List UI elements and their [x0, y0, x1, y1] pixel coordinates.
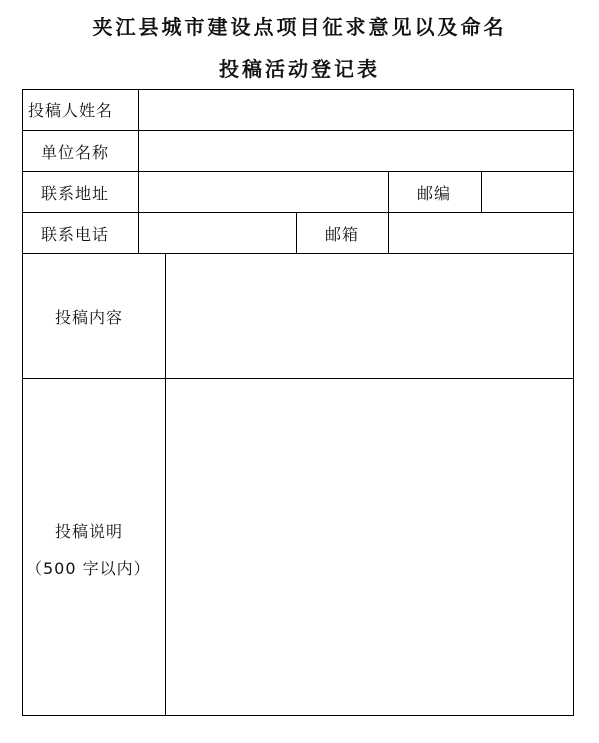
table-border-bottom — [22, 715, 574, 716]
row-divider — [22, 212, 574, 213]
row-divider — [22, 378, 574, 379]
submitter-name-label: 投稿人姓名 — [28, 101, 114, 120]
email-label: 邮箱 — [325, 225, 360, 244]
address-input[interactable] — [140, 173, 387, 211]
table-border-top — [22, 89, 574, 90]
phone-input[interactable] — [140, 214, 295, 252]
postcode-label: 邮编 — [417, 184, 452, 203]
email-input[interactable] — [390, 214, 572, 252]
address-label: 联系地址 — [41, 184, 110, 203]
row-divider — [22, 130, 574, 131]
content-label: 投稿内容 — [55, 308, 124, 327]
row-divider — [22, 171, 574, 172]
postcode-input[interactable] — [483, 173, 572, 211]
form-title-line-2: 投稿活动登记表 — [219, 57, 380, 81]
table-border-left — [22, 89, 23, 716]
form-title-line-1: 夹江县城市建设点项目征求意见以及命名 — [92, 15, 507, 39]
column-divider — [481, 171, 482, 213]
phone-label: 联系电话 — [41, 225, 110, 244]
column-divider — [296, 212, 297, 254]
column-divider — [165, 253, 166, 716]
content-textarea[interactable] — [167, 255, 572, 377]
description-label: 投稿说明 — [55, 522, 124, 541]
column-divider — [138, 89, 139, 254]
description-textarea[interactable] — [167, 380, 572, 714]
row-divider — [22, 253, 574, 254]
submitter-name-input[interactable] — [140, 91, 572, 129]
column-divider — [388, 171, 389, 254]
unit-name-label: 单位名称 — [41, 143, 110, 162]
unit-name-input[interactable] — [140, 132, 572, 170]
table-border-right — [573, 89, 574, 716]
description-limit-note: （500 字以内） — [26, 559, 151, 578]
